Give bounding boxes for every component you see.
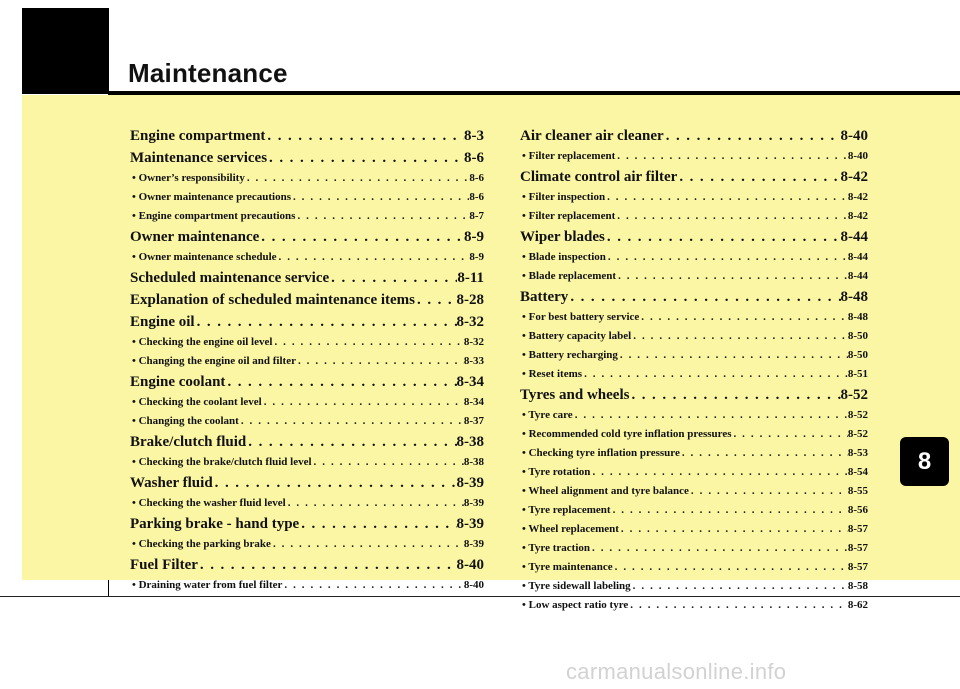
toc-entry-page: 8-37 bbox=[463, 415, 484, 427]
toc-entry[interactable] bbox=[130, 494, 484, 513]
toc-entry-page: 8-62 bbox=[847, 599, 868, 611]
toc-leader-dots bbox=[213, 472, 457, 494]
toc-entry-page: 8-55 bbox=[847, 485, 868, 497]
toc-entry-label: Battery bbox=[520, 289, 569, 305]
toc-entry[interactable] bbox=[130, 472, 484, 494]
toc-entry[interactable] bbox=[520, 558, 868, 577]
toc-entry-label: • Wheel alignment and tyre balance bbox=[522, 485, 689, 497]
toc-entry-label: Engine compartment bbox=[130, 128, 266, 144]
toc-leader-dots bbox=[299, 513, 456, 535]
toc-entry-page: 8-58 bbox=[847, 580, 868, 592]
toc-leader-dots bbox=[265, 125, 464, 147]
toc-leader-dots bbox=[619, 520, 848, 539]
watermark: carmanualsonline.info bbox=[566, 659, 787, 684]
toc-entry-label: • Draining water from fuel filter bbox=[132, 579, 283, 591]
toc-entry-page: 8-48 bbox=[840, 289, 868, 305]
toc-entry-page: 8-53 bbox=[847, 447, 868, 459]
toc-entry-page: 8-6 bbox=[469, 191, 484, 203]
toc-leader-dots bbox=[246, 431, 456, 453]
toc-entry-label: • Changing the coolant bbox=[132, 415, 239, 427]
toc-leader-dots bbox=[677, 166, 840, 188]
toc-entry-page: 8-44 bbox=[840, 229, 868, 245]
toc-entry[interactable] bbox=[130, 513, 484, 535]
toc-entry[interactable] bbox=[520, 444, 868, 463]
toc-leader-dots bbox=[590, 463, 847, 482]
toc-leader-dots bbox=[312, 453, 464, 472]
toc-entry[interactable] bbox=[130, 169, 484, 188]
toc-entry-page: 8-40 bbox=[847, 150, 868, 162]
toc-entry-page: 8-38 bbox=[456, 434, 484, 450]
toc-entry[interactable] bbox=[520, 384, 868, 406]
toc-entry-page: 8-44 bbox=[847, 270, 868, 282]
toc-entry-page: 8-40 bbox=[463, 579, 484, 591]
toc-entry-label: • Tyre sidewall labeling bbox=[522, 580, 631, 592]
toc-leader-dots bbox=[271, 535, 464, 554]
toc-entry[interactable] bbox=[130, 267, 484, 289]
toc-entry-label: Engine oil bbox=[130, 314, 195, 330]
toc-entry-page: 8-54 bbox=[847, 466, 868, 478]
toc-leader-dots bbox=[259, 226, 464, 248]
toc-entry[interactable] bbox=[520, 147, 868, 166]
toc-leader-dots bbox=[272, 333, 463, 352]
toc-entry-page: 8-28 bbox=[456, 292, 484, 308]
toc-entry-page: 8-39 bbox=[456, 516, 484, 532]
toc-entry[interactable] bbox=[520, 539, 868, 558]
toc-entry-label: Owner maintenance bbox=[130, 229, 260, 245]
toc-entry[interactable] bbox=[130, 188, 484, 207]
toc-entry-page: 8-9 bbox=[469, 251, 484, 263]
toc-entry-label: Wiper blades bbox=[520, 229, 605, 245]
toc-entry-page: 8-39 bbox=[463, 497, 484, 509]
toc-entry-label: • Battery capacity label bbox=[522, 330, 632, 342]
toc-entry[interactable] bbox=[130, 431, 484, 453]
toc-entry[interactable] bbox=[130, 226, 484, 248]
toc-leader-dots bbox=[267, 147, 464, 169]
toc-entry-label: Parking brake - hand type bbox=[130, 516, 300, 532]
toc-entry[interactable] bbox=[520, 125, 868, 147]
toc-entry-page: 8-9 bbox=[464, 229, 484, 245]
toc-entry-page: 8-11 bbox=[457, 270, 484, 286]
toc-leader-dots bbox=[590, 539, 848, 558]
toc-entry-page: 8-56 bbox=[847, 504, 868, 516]
toc-entry-label: • Tyre replacement bbox=[522, 504, 611, 516]
toc-entry[interactable] bbox=[520, 365, 868, 384]
toc-entry-label: • Checking the parking brake bbox=[132, 538, 271, 550]
toc-entry-label: • Tyre maintenance bbox=[522, 561, 613, 573]
toc-entry-page: 8-52 bbox=[847, 428, 868, 440]
toc-entry[interactable] bbox=[520, 327, 868, 346]
toc-leader-dots bbox=[245, 169, 469, 188]
toc-entry-page: 8-34 bbox=[456, 374, 484, 390]
toc-entry-label: Fuel Filter bbox=[130, 557, 198, 573]
toc-entry-page: 8-40 bbox=[456, 557, 484, 573]
toc-entry[interactable] bbox=[130, 125, 484, 147]
toc-entry[interactable] bbox=[130, 371, 484, 393]
toc-entry[interactable] bbox=[520, 207, 868, 226]
toc-leader-dots bbox=[680, 444, 848, 463]
toc-entry-page: 8-52 bbox=[847, 409, 868, 421]
toc-leader-dots bbox=[329, 267, 457, 289]
toc-entry[interactable] bbox=[130, 311, 484, 333]
toc-leader-dots bbox=[615, 207, 848, 226]
toc-leader-dots bbox=[198, 554, 457, 576]
toc-leader-dots bbox=[282, 576, 463, 595]
toc-entry-label: • Low aspect ratio tyre bbox=[522, 599, 629, 611]
toc-entry[interactable] bbox=[520, 188, 868, 207]
toc-entry[interactable] bbox=[130, 535, 484, 554]
toc-entry-label: • Blade inspection bbox=[522, 251, 606, 263]
toc-leader-dots bbox=[277, 248, 470, 267]
toc-leader-dots bbox=[262, 393, 464, 412]
toc-right-column bbox=[520, 125, 868, 615]
toc-entry-label: Air cleaner air cleaner bbox=[520, 128, 664, 144]
toc-entry-label: • Reset items bbox=[522, 368, 583, 380]
toc-leader-dots bbox=[611, 501, 848, 520]
toc-leader-dots bbox=[639, 308, 848, 327]
chapter-tab[interactable]: 8 bbox=[900, 437, 949, 486]
toc-leader-dots bbox=[195, 311, 457, 333]
toc-entry[interactable] bbox=[520, 267, 868, 286]
toc-leader-dots bbox=[606, 248, 848, 267]
toc-entry-label: • Owner’s responsibility bbox=[132, 172, 245, 184]
toc-entry-label: Climate control air filter bbox=[520, 169, 678, 185]
toc-entry[interactable] bbox=[520, 425, 868, 444]
toc-entry-label: • Tyre traction bbox=[522, 542, 591, 554]
toc-entry[interactable] bbox=[520, 248, 868, 267]
toc-entry[interactable] bbox=[520, 482, 868, 501]
toc-entry-page: 8-42 bbox=[847, 191, 868, 203]
toc-entry-page: 8-7 bbox=[469, 210, 484, 222]
toc-entry[interactable] bbox=[130, 393, 484, 412]
toc-entry-page: 8-50 bbox=[847, 349, 868, 361]
toc-leader-dots bbox=[615, 147, 848, 166]
toc-entry[interactable] bbox=[520, 577, 868, 596]
toc-entry-page: 8-32 bbox=[463, 336, 484, 348]
toc-leader-dots bbox=[616, 267, 848, 286]
toc-entry[interactable] bbox=[130, 333, 484, 352]
toc-leader-dots bbox=[573, 406, 848, 425]
toc-leader-dots bbox=[689, 482, 848, 501]
toc-entry[interactable] bbox=[130, 576, 484, 595]
toc-entry-page: 8-57 bbox=[847, 561, 868, 573]
toc-entry-page: 8-6 bbox=[469, 172, 484, 184]
toc-entry[interactable] bbox=[520, 286, 868, 308]
toc-entry-label: • Checking the coolant level bbox=[132, 396, 262, 408]
toc-entry[interactable] bbox=[130, 289, 484, 311]
toc-leader-dots bbox=[225, 371, 456, 393]
toc-entry[interactable] bbox=[130, 554, 484, 576]
toc-leader-dots bbox=[296, 352, 464, 371]
toc-entry-page: 8-42 bbox=[840, 169, 868, 185]
toc-entry[interactable] bbox=[520, 308, 868, 327]
toc-entry-label: • Checking tyre inflation pressure bbox=[522, 447, 680, 459]
toc-leader-dots bbox=[618, 346, 848, 365]
toc-entry[interactable] bbox=[520, 226, 868, 248]
toc-entry-label: • Checking the engine oil level bbox=[132, 336, 273, 348]
toc-entry-label: • Blade replacement bbox=[522, 270, 617, 282]
toc-entry-page: 8-57 bbox=[847, 523, 868, 535]
toc-entry-label: • Filter replacement bbox=[522, 210, 616, 222]
toc-entry-page: 8-51 bbox=[847, 368, 868, 380]
toc-entry-page: 8-40 bbox=[840, 128, 868, 144]
toc-leader-dots bbox=[631, 577, 848, 596]
toc-leader-dots bbox=[286, 494, 464, 513]
toc-entry[interactable] bbox=[130, 453, 484, 472]
toc-entry-label: • Wheel replacement bbox=[522, 523, 619, 535]
toc-entry-label: Explanation of scheduled maintenance items bbox=[130, 292, 416, 308]
toc-entry-label: • Recommended cold tyre inflation pressures bbox=[522, 428, 732, 440]
toc-leader-dots bbox=[613, 558, 848, 577]
toc-leader-dots bbox=[291, 188, 469, 207]
toc-entry-page: 8-57 bbox=[847, 542, 868, 554]
toc-leader-dots bbox=[631, 327, 848, 346]
toc-entry-page: 8-38 bbox=[463, 456, 484, 468]
toc-entry-label: • Tyre care bbox=[522, 409, 573, 421]
page-title: Maintenance bbox=[128, 58, 288, 88]
toc-entry-label: • Owner maintenance schedule bbox=[132, 251, 277, 263]
toc-entry-page: 8-6 bbox=[464, 150, 484, 166]
toc-leader-dots bbox=[568, 286, 840, 308]
toc-entry-label: Maintenance services bbox=[130, 150, 268, 166]
toc-leader-dots bbox=[582, 365, 848, 384]
toc-entry-page: 8-34 bbox=[463, 396, 484, 408]
toc-entry[interactable] bbox=[520, 463, 868, 482]
toc-entry-label: • Battery recharging bbox=[522, 349, 618, 361]
toc-entry[interactable] bbox=[520, 520, 868, 539]
toc-leader-dots bbox=[415, 289, 456, 311]
toc-leader-dots bbox=[239, 412, 464, 431]
toc-entry-label: Washer fluid bbox=[130, 475, 213, 491]
toc-entry[interactable] bbox=[130, 412, 484, 431]
toc-entry-page: 8-42 bbox=[847, 210, 868, 222]
toc-entry-page: 8-44 bbox=[847, 251, 868, 263]
toc-entry-page: 8-50 bbox=[847, 330, 868, 342]
toc-leader-dots bbox=[628, 596, 848, 615]
toc-entry-label: • Filter replacement bbox=[522, 150, 616, 162]
toc-entry[interactable] bbox=[130, 147, 484, 169]
toc-entry-page: 8-3 bbox=[464, 128, 484, 144]
chapter-header-block bbox=[22, 8, 109, 94]
toc-entry-label: • Filter inspection bbox=[522, 191, 606, 203]
toc-entry-page: 8-32 bbox=[456, 314, 484, 330]
toc-entry-label: • Checking the washer fluid level bbox=[132, 497, 286, 509]
toc-entry-page: 8-39 bbox=[456, 475, 484, 491]
toc-leader-dots bbox=[664, 125, 841, 147]
toc-entry[interactable] bbox=[520, 501, 868, 520]
toc-entry[interactable] bbox=[130, 207, 484, 226]
toc-entry-label: • Owner maintenance precautions bbox=[132, 191, 291, 203]
toc-entry-label: • Engine compartment precautions bbox=[132, 210, 296, 222]
toc-entry[interactable] bbox=[520, 346, 868, 365]
toc-entry-label: • Checking the brake/clutch fluid level bbox=[132, 456, 312, 468]
toc-entry[interactable] bbox=[520, 596, 868, 615]
toc-entry-label: Scheduled maintenance service bbox=[130, 270, 330, 286]
toc-entry-label: Tyres and wheels bbox=[520, 387, 630, 403]
toc-entry-label: • Tyre rotation bbox=[522, 466, 591, 478]
toc-entry[interactable] bbox=[130, 248, 484, 267]
toc-entry[interactable] bbox=[520, 166, 868, 188]
toc-entry-label: • Changing the engine oil and filter bbox=[132, 355, 296, 367]
toc-entry-label: • For best battery service bbox=[522, 311, 640, 323]
toc-leader-dots bbox=[295, 207, 469, 226]
toc-entry-label: Engine coolant bbox=[130, 374, 226, 390]
toc-entry[interactable] bbox=[520, 406, 868, 425]
toc-entry-page: 8-48 bbox=[847, 311, 868, 323]
toc-entry-page: 8-33 bbox=[463, 355, 484, 367]
toc-entry[interactable] bbox=[130, 352, 484, 371]
toc-entry-page: 8-39 bbox=[463, 538, 484, 550]
toc-left-column bbox=[130, 125, 484, 595]
toc-leader-dots bbox=[605, 188, 848, 207]
toc-entry-label: Brake/clutch fluid bbox=[130, 434, 247, 450]
toc-leader-dots bbox=[731, 425, 847, 444]
toc-leader-dots bbox=[629, 384, 840, 406]
toc-entry-page: 8-52 bbox=[840, 387, 868, 403]
toc-leader-dots bbox=[605, 226, 841, 248]
